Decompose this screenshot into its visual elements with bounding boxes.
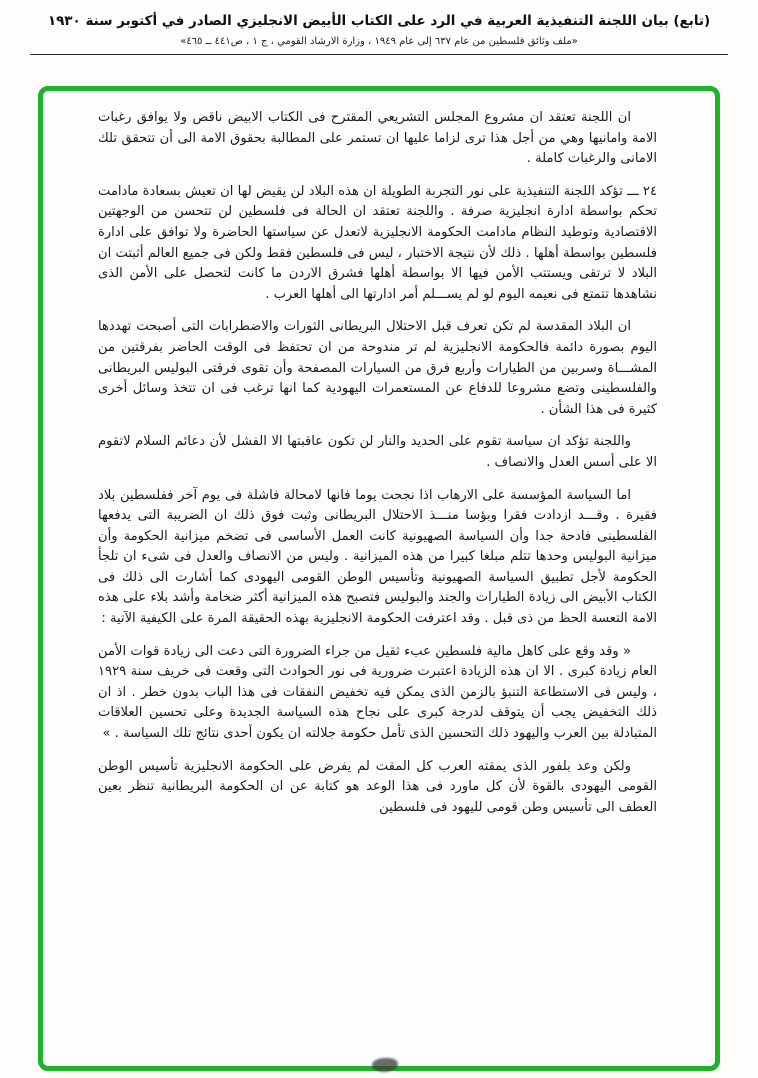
paragraph: ان البلاد المقدسة لم تكن تعرف قبل الاحتلال البريطانى الثورات والاضطرابات التى أصبحت تهددها اليوم بصورة دائمة فالحكومة الانجليزية لم تر مندوحة من ان تحتفظ فى الوقت الحاضر بفرقتين من المشـــاة وسربين من الطيارات وأربع فرق من السيارات المصفحة وأن تقوى فرقتى البوليس البريطانى والفلسطينى وتضع مشروعا للدفاع عن المستعمرات اليهودية كما انها ترغب فى ان تتخذ وسائل أخرى كثيرة فى هذا الشأن . (98, 319, 657, 417)
paragraph: اما السياسة المؤسسة على الارهاب اذا نجحت يوما فانها لامحالة فاشلة فى يوم آخر ففلسطين بلاد فقيرة . وقـــد ازدادت فقرا وبؤسا منـــذ الاحتلال البريطانى وثبت فوق ذلك ان الضريبة التى يدفعها الفلسطينى فادحة جدا وأن السياسة الصهيونية كانت العمل الأساسى فى تضخم ميزانية الحكومة وأن ميزانية البوليس وحدها تتلم مبلغا كبيرا من هذه الميزانية . وليس من الانصاف والعدل فى شىء ان تلجأ الحكومة لأجل تطبيق السياسة الصهيونية وتأسيس الوطن القومى اليهودى كما أشارت الى ذلك فى الكتاب الأبيض الى زيادة الطيارات والجند والبوليس فتصبح هذه الميزانية أكثر ضخامة وأشد بلاء على هذه الامة التعسة الحظ من ذى قبل . وقد اعترفت الحكومة الانجليزية بهذه الحقيقة المرة على الكيفية الآتية : (98, 487, 657, 627)
paragraph-numbered-24: ٢٤ ـــ تؤكد اللجنة التنفيذية على نور التجربة الطويلة ان هذه البلاد لن يقيض لها ان تعيش بسعادة مادامت تحكم بواسطة ادارة انجليزية صرفة . واللجنة تعتقد ان الحالة فى فلسطين لن تتحسن من الوجهتين الاقتصادية وتوطيد النظام مادامت الحكومة الانجليزية لاتعدل عن سياستها الحاضرة ولا توافق على ادارة فلسطين بواسطة أهلها . ذلك لأن نتيجة الاختبار ، ليس فى فلسطين فقط ولكن فى جميع العالم أثبتت ان البلاد لا ترتقى ويستتب الأمن فيها الا بواسطة أهلها فشرق الاردن ما كانت لتحصل على الأمن الذى نشاهدها تتمتع فى نعيمه اليوم لو لم يســـلم أمر ادارتها الى أهلها العرب . (98, 183, 657, 302)
document-source-citation: «ملف وثائق فلسطين من عام ٦٣٧ إلى عام ١٩٤٩ ، وزارة الارشاد القومي ، ج ١ ، ص٤٤١ ــ ٤٦٥» (180, 36, 578, 47)
paragraph: ان اللجنة تعتقد ان مشروع المجلس التشريعي المقترح فى الكتاب الابيض ناقص ولا يوافق رغبات الامة وامانيها وهي من أجل هذا ترى لزاما عليها ان تستمر على المطالبة بحقوق الامة الى أن تتحقق تلك الامانى والرغبات كاملة . (98, 110, 657, 167)
document-title: (تابع) بيان اللجنة التنفيذية العربية في الرد على الكتاب الأبيض الانجليزي الصادر في أكتوبر سنة ١٩٣٠ (47, 13, 711, 29)
paragraph: واللجنة تؤكد ان سياسة تقوم على الحديد والنار لن تكون عاقبتها الا الفشل لأن دعائم السلام لاتقوم الا على أسس العدل والانصاف . (98, 434, 657, 470)
paragraph-quote: « وقد وقع على كاهل مالية فلسطين عبء ثقيل من جراء الضرورة التى دعت الى زيادة قوات الأمن العام زيادة كبرى . الا ان هذه الزيادة اعتبرت ضرورية فى نور الحوادث التى وقعت فى خريف سنة ١٩٢٩ ، وليس فى الاستطاعة التنبؤ بالزمن الذى يمكن فيه تخفيض النفقات فى هذا الباب بدون خطر . اذ ان ذلك التخفيض يجب أن يتوقف لدرجة كبرى على نجاح هذه السياسة الجديدة وعلى تحسين العلاقات المتبادلة بين العرب واليهود ذلك التحسين الذى تأمل حكومة جلالته ان يكون أحدى نتائج تلك السياسة . » (98, 643, 657, 742)
header-divider (30, 54, 728, 55)
paragraph: ولكن وعد بلفور الذى يمقته العرب كل المقت لم يفرض على الحكومة الانجليزية تأسيس الوطن القومى اليهودى بالقوة لأن كل ماورد فى هذا الوعد هو كتابة عن ان الحكومة البريطانية تنظر بعين العطف الى تأسيس وطن قومى لليهود فى فلسطين (98, 758, 657, 815)
page-header (0, 0, 758, 55)
document-body (43, 91, 715, 1066)
